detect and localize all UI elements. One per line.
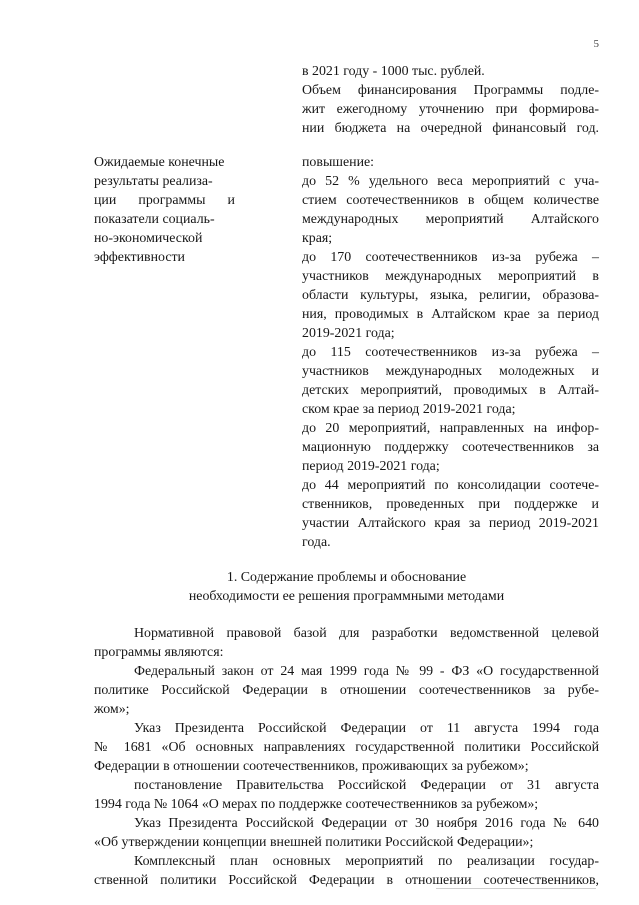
- value-line: международных мероприятий Алтайского: [302, 212, 599, 227]
- label-line: эффективности: [94, 250, 185, 265]
- value-line: участников международных мероприятий в: [302, 269, 599, 284]
- body-line: жом»;: [94, 702, 130, 717]
- body-line: Указ Президента Российской Федерации от 30 ноября 2016 года № 640: [134, 816, 599, 831]
- value-line: до 115 соотечественников из-за рубежа –: [302, 345, 599, 360]
- value-line: повышение:: [302, 155, 375, 170]
- section-heading-line: необходимости ее решения программными методами: [188, 589, 505, 604]
- finance-line: нии бюджета на очередной финансовый год.: [302, 121, 599, 136]
- body-line: Федеральный закон от 24 мая 1999 года № 99 - ФЗ «О государственной: [134, 664, 599, 679]
- body-line: 1994 года № 1064 «О мерах по поддержке соотечественников за рубежом»;: [94, 797, 539, 812]
- value-line: до 20 мероприятий, направленных на инфор-: [302, 421, 599, 436]
- value-line: 2019-2021 года;: [302, 326, 395, 341]
- body-line: Нормативной правовой базой для разработки ведомственной целевой: [134, 626, 599, 641]
- body-line: Указ Президента Российской Федерации от 11 августа 1994 года: [134, 721, 599, 736]
- value-line: края;: [302, 231, 333, 246]
- value-line: период 2019-2021 года;: [302, 459, 440, 474]
- body-line: программы являются:: [94, 645, 224, 660]
- value-line: стием соотечественников в общем количестве: [302, 193, 599, 208]
- value-line: до 44 мероприятий по консолидации соотече-: [302, 478, 599, 493]
- label-line: но-экономической: [94, 231, 203, 246]
- body-line: политике Российской Федерации в отношении соотечественников за рубе-: [94, 683, 599, 698]
- label-line: показатели социаль-: [94, 212, 215, 227]
- body-line: «Об утверждении концепции внешней политики Российской Федерации»;: [94, 835, 534, 850]
- value-line: мационную поддержку соотечественников за: [302, 440, 599, 455]
- value-line: детских мероприятий, проводимых в Алтай-: [302, 383, 599, 398]
- finance-line: в 2021 году - 1000 тыс. рублей.: [302, 64, 485, 79]
- label-line: результаты реализа-: [94, 174, 213, 189]
- value-line: до 52 % удельного веса мероприятий с уча-: [302, 174, 599, 189]
- value-line: ском крае за период 2019-2021 года;: [302, 402, 516, 417]
- label-line: Ожидаемые конечные: [94, 155, 225, 170]
- value-line: до 170 соотечественников из-за рубежа –: [302, 250, 599, 265]
- body-line: Федерации в отношении соотечественников, проживающих за рубежом»;: [94, 759, 529, 774]
- page-number: 5: [593, 38, 599, 50]
- finance-line: жит ежегодному уточнению при формирова-: [302, 102, 599, 117]
- value-line: участии Алтайского края за период 2019-2021: [302, 516, 599, 531]
- section-heading-line: 1. Содержание проблемы и обоснование: [226, 570, 467, 585]
- label-line: ции программы и: [94, 193, 235, 208]
- value-line: участников международных молодежных и: [302, 364, 599, 379]
- body-line: постановление Правительства Российской Федерации от 31 августа: [134, 778, 599, 793]
- body-line: Комплексный план основных мероприятий по реализации государ-: [134, 854, 599, 869]
- value-line: ственников, проведенных при поддержке и: [302, 497, 599, 512]
- body-line: ственной политики Российской Федерации в отношении соотечественников,: [94, 873, 599, 888]
- value-line: области культуры, языка, религии, образова-: [302, 288, 599, 303]
- body-line: № 1681 «Об основных направлениях государственной политики Российской: [94, 740, 599, 755]
- value-line: года.: [302, 535, 331, 550]
- footer-divider: [436, 888, 596, 889]
- value-line: ния, проводимых в Алтайском крае за период: [302, 307, 599, 322]
- finance-line: Объем финансирования Программы подле-: [302, 83, 599, 98]
